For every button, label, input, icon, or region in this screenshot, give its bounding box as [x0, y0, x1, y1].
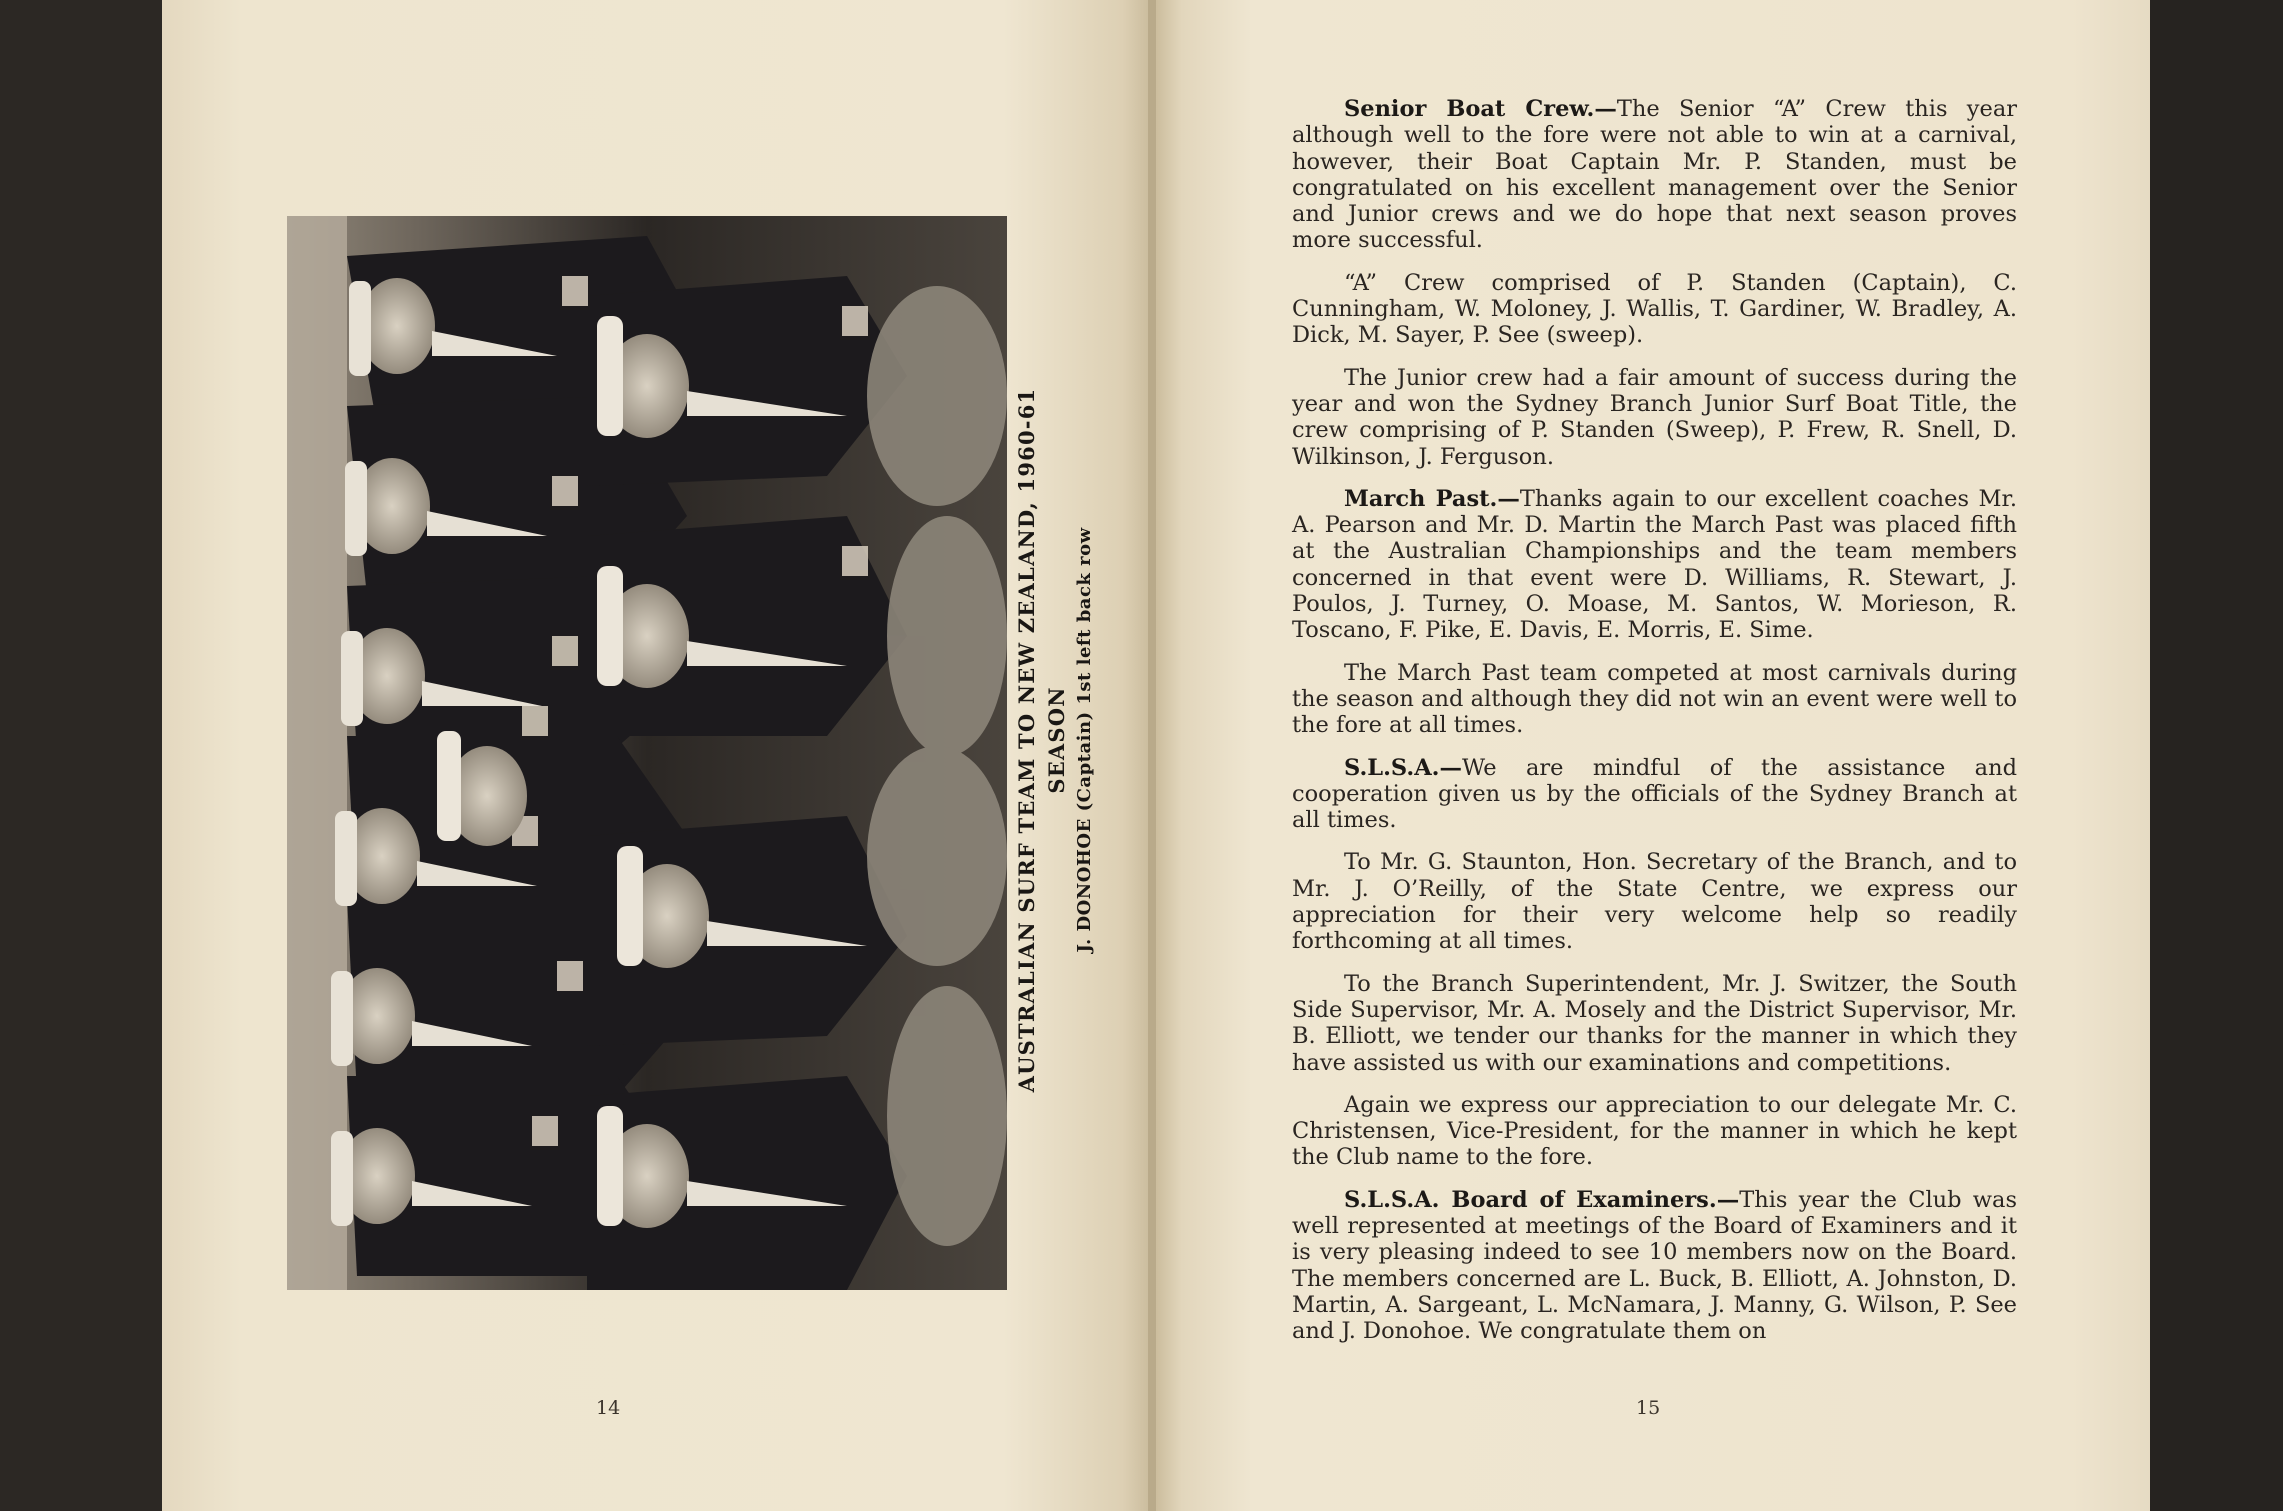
paragraph-text: The Junior crew had a fair amount of success during the year and won the Sydney Branch Junior Surf Boat Title, the crew comprising of P. Standen (Sweep), P. Frew, R. Snell, D. Wilkinson, J. Ferguson.	[1292, 364, 2017, 470]
paragraph-text: Thanks again to our excellent coaches Mr. A. Pearson and Mr. D. Martin the March Past was placed fifth at the Australian Championships and the team members concerned in that event were D. Williams, R. Stewart, J. Poulos, J. Turney, O. Moase, M. Santos, W. Morieson, R. Toscano, F. Pike, E. Davis, E. Morris, E. Sime.	[1292, 485, 2017, 644]
paragraph-text: We are mindful of the assistance and cooperation given us by the officials of the Sydney Branch at all times.	[1292, 754, 2017, 834]
paragraph-text: The March Past team competed at most carnivals during the season and although they did not win an event were well to the fore at all times.	[1292, 659, 2017, 739]
book-gutter	[1148, 0, 1156, 1511]
paragraph	[1292, 1187, 2017, 1345]
team-photograph	[287, 216, 1007, 1290]
paragraph	[1292, 660, 2017, 739]
paragraph	[1292, 486, 2017, 644]
paragraph	[1292, 849, 2017, 954]
paragraph-heading: S.L.S.A.—	[1344, 754, 1463, 781]
paragraph	[1292, 1092, 2017, 1171]
paragraph	[1292, 755, 2017, 834]
body-text	[1292, 96, 2017, 1360]
paragraph-text: To the Branch Superintendent, Mr. J. Switzer, the South Side Supervisor, Mr. A. Mosely and the District Supervisor, Mr. B. Elliott, we tender our thanks for the manner in which they have assisted us with our examinations and competitions.	[1292, 970, 2017, 1076]
scan-background-left	[0, 0, 170, 1511]
paragraph-text: To Mr. G. Staunton, Hon. Secretary of the Branch, and to Mr. J. O’Reilly, of the State Centre, we express our appreciation for their very welcome help so readily forthcoming at all times.	[1292, 849, 2017, 955]
paragraph	[1292, 971, 2017, 1076]
caption-subtitle: J. DONOHOE (Captain) 1st left back row	[1074, 527, 1095, 953]
paragraph-heading: Senior Boat Crew.—	[1344, 96, 1617, 122]
photo-caption	[1012, 340, 1104, 1140]
paragraph	[1292, 270, 2017, 349]
paragraph-text: This year the Club was well represented at meetings of the Board of Examiners and it is very pleasing indeed to see 10 members now on the Board. The members concerned are L. Buck, B. Elliott, A. Johnston, D. Martin, A. Sargeant, L. McNamara, J. Manny, G. Wilson, P. See and J. Donohoe. We congratulate them on	[1292, 1186, 2017, 1345]
paragraph-heading: S.L.S.A. Board of Examiners.—	[1344, 1186, 1740, 1213]
paragraph-heading: March Past.—	[1344, 485, 1520, 512]
paragraph-text: Again we express our appreciation to our delegate Mr. C. Christensen, Vice-President, for the manner in which he kept the Club name to the fore.	[1292, 1091, 2017, 1171]
paragraph-text: The Senior “A” Crew this year although well to the fore were not able to win at a carnival, however, their Boat Captain Mr. P. Standen, must be congratulated on his excellent management over the Senior and Junior crews and we do hope that next season proves more successful.	[1292, 96, 2018, 254]
scan-background-right	[2149, 0, 2283, 1511]
page-number-right: 15	[1636, 1397, 1661, 1419]
paragraph	[1292, 96, 2017, 254]
paragraph	[1292, 365, 2017, 470]
paragraph-text: “A” Crew comprised of P. Standen (Captain), C. Cunningham, W. Moloney, J. Wallis, T. Gardiner, W. Bradley, A. Dick, M. Sayer, P. See (sweep).	[1292, 269, 2017, 349]
page-number-left: 14	[596, 1397, 621, 1419]
caption-title: AUSTRALIAN SURF TEAM TO NEW ZEALAND, 1960-61 SEASON	[1014, 387, 1069, 1093]
